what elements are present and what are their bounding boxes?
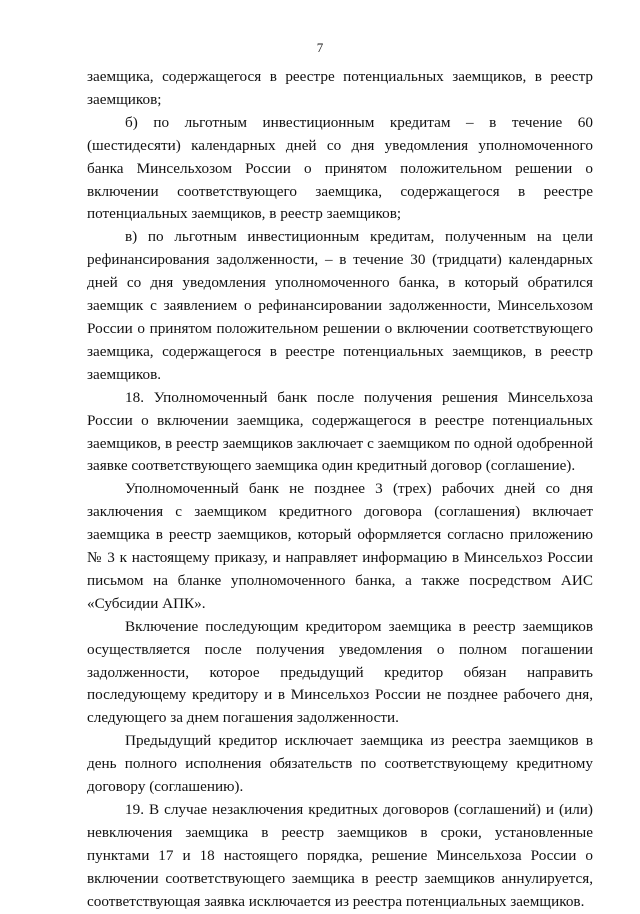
paragraph-19: 19. В случае незаключения кредитных договоров (соглашений) и (или) невключения заемщика в реестр заемщиков в сроки, установленные пунктами 17 и 18 настоящего порядка, решение Минсельхоза России о включении соответствующего заемщика в реестр заемщиков аннулируется, соответствующая заявка исключается из реестра потенциальных заемщиков. [87,801,593,910]
paragraph-continuation: заемщика, содержащегося в реестре потенциальных заемщиков, в реестр заемщиков; [87,68,593,108]
paragraph-bank-registry: Уполномоченный банк не позднее 3 (трех) рабочих дней со дня заключения с заемщиком кредитного договора (соглашения) включает заемщика в реестр заемщиков, который оформляется согласно приложению № 3 к настоящему приказу, и направляет информацию в Минсельхоз России письмом на бланке уполномоченного банка, а также посредством АИС «Субсидии АПК». [87,480,593,612]
page-number: 7 [316,40,324,55]
body-text [87,66,593,914]
paragraph-previous-creditor: Предыдущий кредитор исключает заемщика из реестра заемщиков в день полного исполнения обязательств по соответствующему кредитному договору (соглашению). [87,732,593,796]
paragraph-item-v: в) по льготным инвестиционным кредитам, полученным на цели рефинансирования задолженности, – в течение 30 (тридцати) календарных дней со дня уведомления уполномоченного банка, в который обратился заемщик с заявлением о рефинансировании задолженности, Минсельхозом России о принятом положительном решении о включении соответствующего заемщика, содержащегося в реестре потенциальных заемщиков, в реестр заемщиков. [87,228,593,383]
paragraph-item-b: б) по льготным инвестиционным кредитам – в течение 60 (шестидесяти) календарных дней со дня уведомления уполномоченного банка Минсельхозом России о принятом положительном решении о включении соответствующего заемщика, содержащегося в реестре потенциальных заемщиков, в реестр заемщиков; [87,113,593,223]
paragraph-subsequent-creditor: Включение последующим кредитором заемщика в реестр заемщиков осуществляется после получения уведомления о полном погашении задолженности, которое предыдущий кредитор обязан направить последующему кредитору и в Минсельхоз России не позднее рабочего дня, следующего за днем погашения задолженности. [87,617,593,727]
paragraph-18: 18. Уполномоченный банк после получения решения Минсельхоза России о включении заемщика, содержащегося в реестре потенциальных заемщиков, в реестр заемщиков заключает с заемщиком по одной одобренной заявке соответствующего заемщика один кредитный договор (соглашение). [87,388,593,475]
